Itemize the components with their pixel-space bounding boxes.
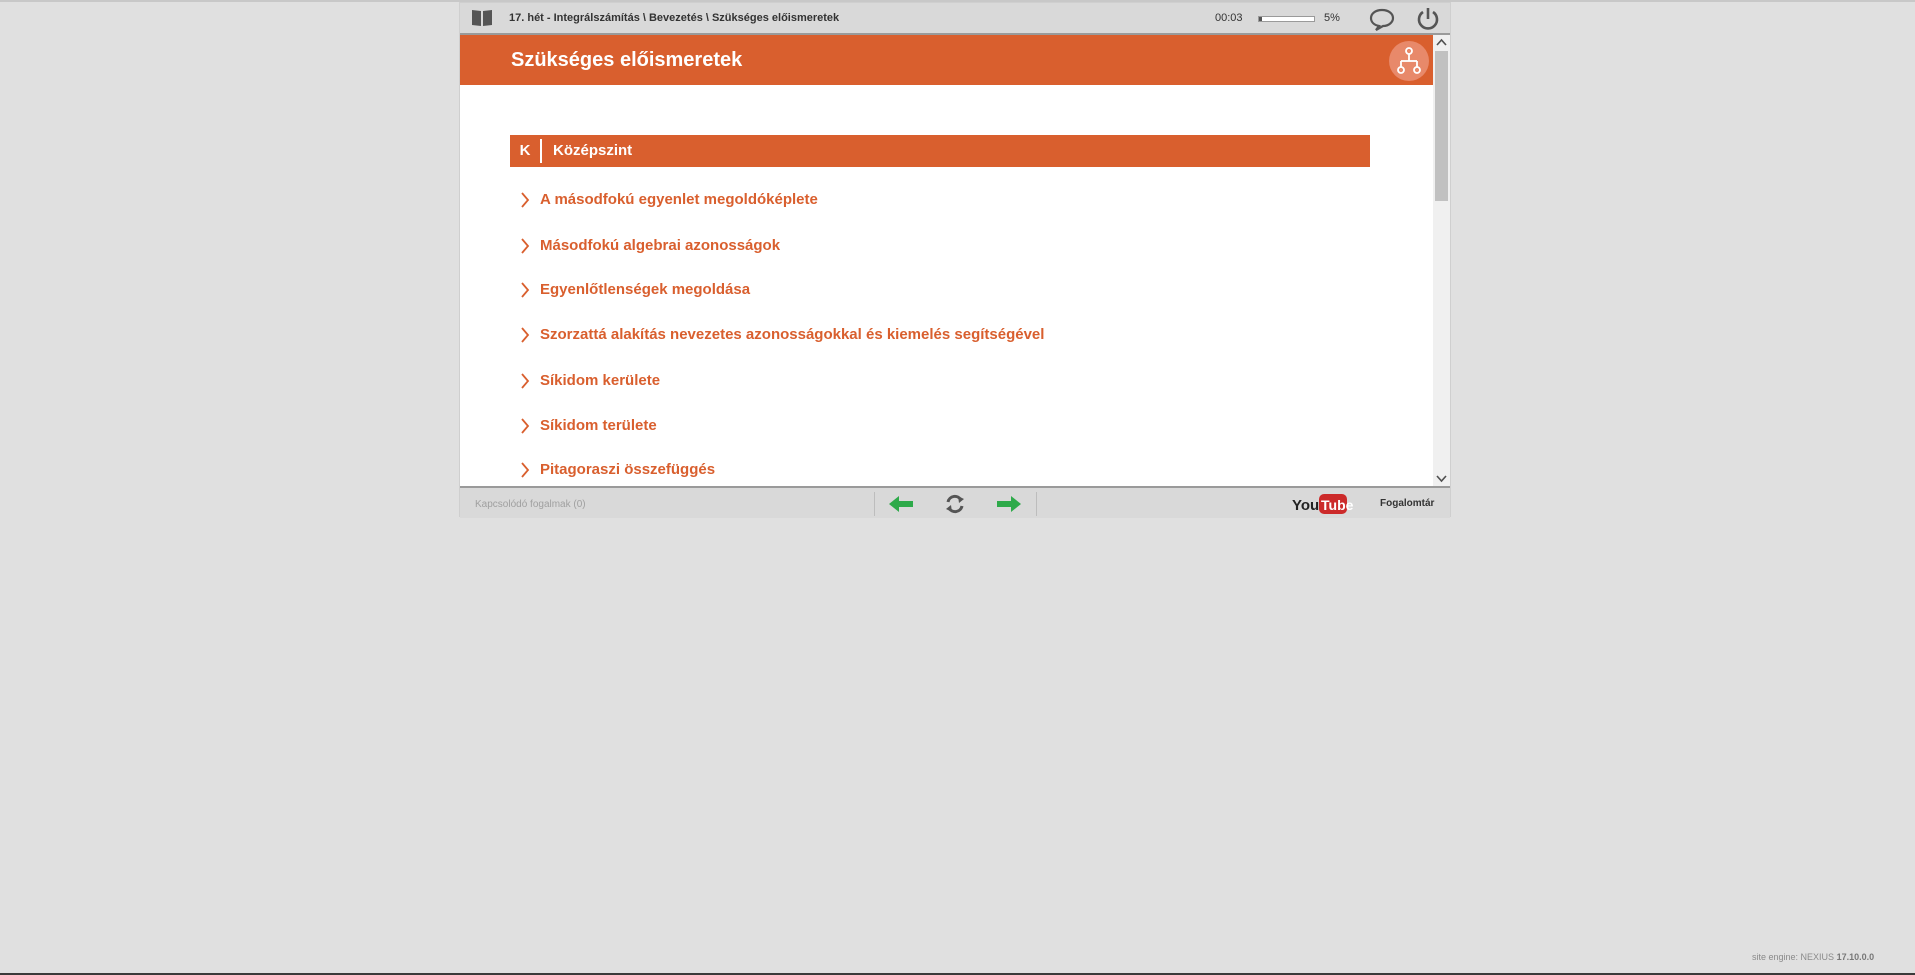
youtube-tube-text: Tube	[1321, 497, 1354, 513]
sitemap-icon	[1389, 41, 1429, 81]
scrollbar-thumb[interactable]	[1435, 51, 1448, 201]
topic-link[interactable]	[510, 188, 1310, 212]
chat-icon[interactable]	[1369, 7, 1395, 31]
breadcrumb: 17. hét - Integrálszámítás \ Bevezetés \ Szükséges előismeretek	[509, 12, 840, 24]
nav-divider	[1036, 492, 1037, 516]
page-title: Szükséges előismeretek	[511, 49, 743, 71]
bottom-toolbar	[460, 486, 1450, 518]
power-icon[interactable]	[1415, 6, 1441, 32]
lesson-player	[460, 3, 1450, 516]
progress-percent: 5%	[1324, 12, 1340, 24]
topic-link[interactable]	[510, 458, 1310, 482]
chevron-right-icon	[520, 282, 530, 298]
reload-icon[interactable]	[943, 493, 967, 515]
scroll-up-arrow-icon[interactable]	[1433, 35, 1450, 51]
chevron-right-icon	[520, 418, 530, 434]
sitemap-button[interactable]	[1389, 41, 1429, 81]
level-letter: K	[519, 142, 531, 159]
chevron-right-icon	[520, 373, 530, 389]
top-toolbar	[460, 3, 1450, 35]
topic-label: Egyenlőtlenségek megoldása	[540, 281, 751, 298]
level-divider	[540, 139, 542, 163]
progress-bar-fill	[1259, 17, 1262, 21]
level-heading	[510, 135, 1370, 167]
topic-label: Síkidom területe	[540, 417, 657, 434]
topic-label: Szorzattá alakítás nevezetes azonosságokkal és kiemelés segítségével	[540, 326, 1045, 343]
topic-label: Másodfokú algebrai azonosságok	[540, 237, 781, 254]
page-header	[460, 35, 1433, 85]
topic-label: Pitagoraszi összefüggés	[540, 461, 716, 478]
site-engine-credit	[1752, 952, 1874, 962]
youtube-you-text: You	[1292, 497, 1320, 514]
chevron-right-icon	[520, 327, 530, 343]
topic-link[interactable]	[510, 278, 1310, 302]
nav-divider	[874, 492, 875, 516]
level-label: Középszint	[553, 142, 633, 159]
topic-link[interactable]	[510, 323, 1310, 347]
topic-link[interactable]	[510, 414, 1310, 438]
chevron-right-icon	[520, 238, 530, 254]
site-engine-prefix: site engine: NEXIUS	[1752, 952, 1835, 962]
glossary-link[interactable]: Fogalomtár	[1380, 498, 1435, 509]
book-icon[interactable]	[471, 8, 493, 28]
topic-label: Síkidom kerülete	[540, 372, 661, 389]
window-top-border	[0, 0, 1915, 2]
topic-link[interactable]	[510, 234, 1310, 258]
topic-label: A másodfokú egyenlet megoldóképlete	[540, 191, 818, 208]
youtube-logo[interactable]	[1292, 493, 1354, 515]
arrow-right-icon[interactable]	[995, 494, 1023, 514]
topic-link[interactable]	[510, 369, 1310, 393]
arrow-left-icon[interactable]	[887, 494, 915, 514]
progress-bar	[1258, 16, 1315, 22]
scroll-down-arrow-icon[interactable]	[1433, 470, 1450, 486]
chevron-right-icon	[520, 192, 530, 208]
chevron-right-icon	[520, 462, 530, 478]
elapsed-timer: 00:03	[1215, 12, 1243, 24]
site-engine-version: 17.10.0.0	[1836, 952, 1875, 962]
related-terms-link[interactable]: Kapcsolódó fogalmak (0)	[475, 499, 586, 510]
content-scrollbar[interactable]	[1433, 35, 1450, 486]
